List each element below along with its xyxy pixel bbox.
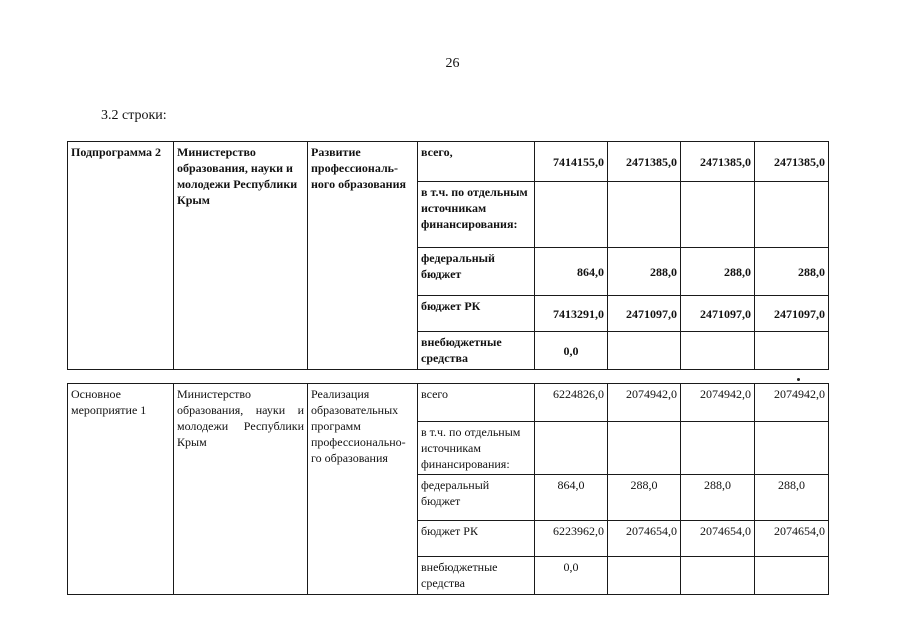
amount-year-cell: 288,0 <box>608 475 681 521</box>
amount-year-cell: 288,0 <box>755 475 829 521</box>
funding-source-label: внебюджетные средства <box>418 557 535 595</box>
amount-year-cell: 2074942,0 <box>681 384 755 422</box>
amount-year-cell <box>608 422 681 475</box>
funding-source-label: всего <box>418 384 535 422</box>
amount-total-cell: 864,0 <box>535 475 608 521</box>
amount-total-cell: 6223962,0 <box>535 521 608 557</box>
amount-year-cell: 2471385,0 <box>755 142 829 182</box>
program-title-cell: Реализация образовательных программ профессионально-го образования <box>308 384 418 595</box>
executor-cell: Министерство образования, науки и молодежи Республики Крым <box>174 142 308 370</box>
amount-total-cell: 6224826,0 <box>535 384 608 422</box>
amount-total-cell: 7414155,0 <box>535 142 608 182</box>
amount-year-cell: 288,0 <box>608 248 681 296</box>
table-row <box>68 142 829 182</box>
amount-total-cell: 7413291,0 <box>535 296 608 332</box>
funding-source-label: в т.ч. по отдельным источникам финансирования: <box>418 422 535 475</box>
amount-year-cell: 2471385,0 <box>608 142 681 182</box>
amount-year-cell <box>681 422 755 475</box>
amount-year-cell: 2471097,0 <box>608 296 681 332</box>
amount-total-cell: 0,0 <box>535 557 608 595</box>
amount-year-cell: 2074942,0 <box>755 384 829 422</box>
amount-year-cell: 2074942,0 <box>608 384 681 422</box>
stray-mark <box>797 378 800 381</box>
amount-year-cell: 2471097,0 <box>681 296 755 332</box>
amount-year-cell <box>608 557 681 595</box>
amount-year-cell <box>755 422 829 475</box>
amount-year-cell <box>755 182 829 248</box>
amount-year-cell: 288,0 <box>755 248 829 296</box>
subprogram-table <box>67 141 829 370</box>
page-number: 26 <box>445 56 460 71</box>
amount-year-cell <box>681 332 755 370</box>
funding-source-label: в т.ч. по отдельным источникам финансирования: <box>418 182 535 248</box>
amount-year-cell: 288,0 <box>681 248 755 296</box>
amount-total-cell <box>535 422 608 475</box>
amount-year-cell: 2074654,0 <box>755 521 829 557</box>
amount-year-cell <box>755 332 829 370</box>
amount-year-cell: 2074654,0 <box>681 521 755 557</box>
amount-total-cell: 864,0 <box>535 248 608 296</box>
amount-year-cell <box>681 182 755 248</box>
amount-year-cell <box>608 332 681 370</box>
amount-total-cell: 0,0 <box>535 332 608 370</box>
executor-cell: Министерство образования, науки и молодежи Республики Крым <box>174 384 308 595</box>
program-name-cell: Подпрограмма 2 <box>68 142 174 370</box>
funding-source-label: бюджет РК <box>418 521 535 557</box>
amount-year-cell: 2471097,0 <box>755 296 829 332</box>
funding-source-label: федеральный бюджет <box>418 475 535 521</box>
table-row <box>68 384 829 422</box>
amount-year-cell: 288,0 <box>681 475 755 521</box>
amount-year-cell <box>608 182 681 248</box>
amount-year-cell <box>681 557 755 595</box>
funding-source-label: внебюджетные средства <box>418 332 535 370</box>
section-intro: 3.2 строки: <box>101 108 167 123</box>
activity-table <box>67 383 829 595</box>
amount-year-cell: 2074654,0 <box>608 521 681 557</box>
amount-year-cell <box>755 557 829 595</box>
amount-total-cell <box>535 182 608 248</box>
funding-source-label: федеральный бюджет <box>418 248 535 296</box>
program-name-cell: Основное мероприятие 1 <box>68 384 174 595</box>
amount-year-cell: 2471385,0 <box>681 142 755 182</box>
funding-source-label: бюджет РК <box>418 296 535 332</box>
program-title-cell: Развитие профессиональ-ного образования <box>308 142 418 370</box>
funding-source-label: всего, <box>418 142 535 182</box>
